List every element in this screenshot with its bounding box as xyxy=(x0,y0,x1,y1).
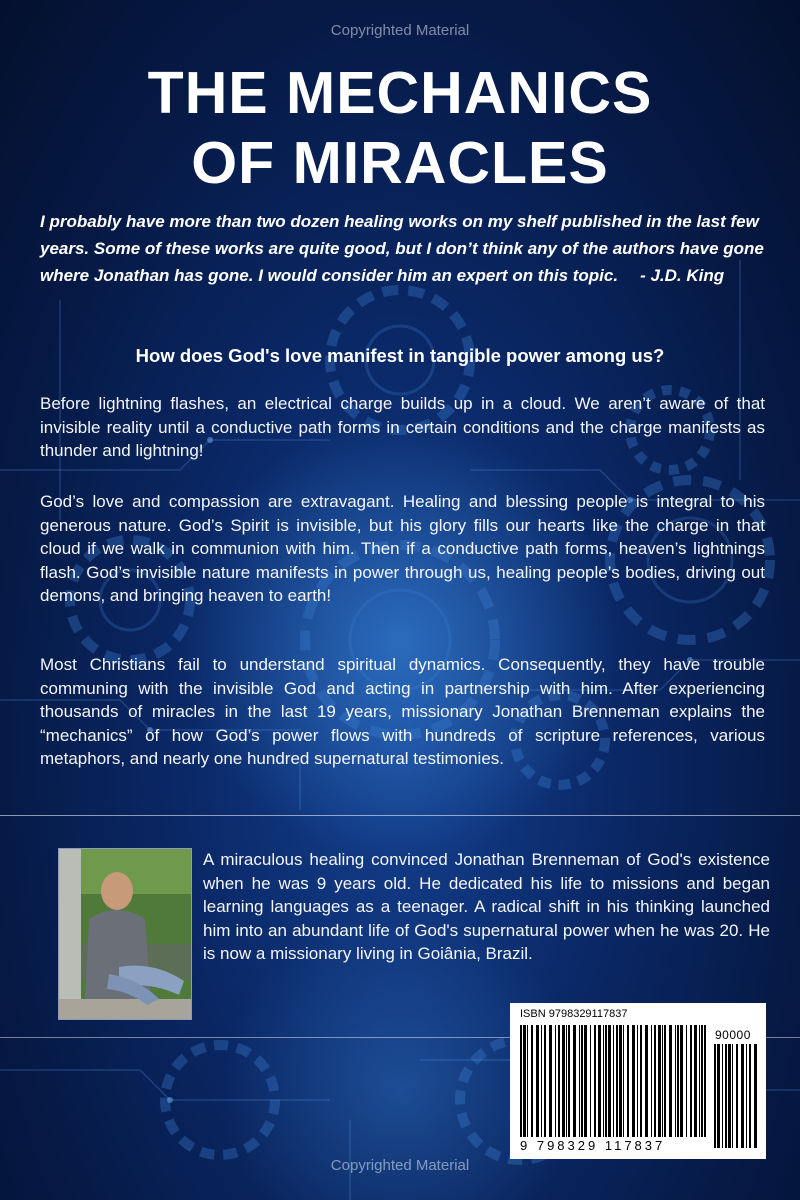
barcode-bar xyxy=(527,1025,528,1137)
barcode-digits: 9 798329 117837 xyxy=(520,1138,666,1153)
barcode-bar xyxy=(645,1025,648,1137)
barcode-bar xyxy=(594,1025,596,1137)
barcode-bar xyxy=(675,1025,676,1137)
barcode-bar xyxy=(732,1044,733,1148)
description-paragraph-1: Before lightning flashes, an electrical charge builds up in a cloud. We aren’t aware of that invisible reality until a conductive path forms in certain conditions and the charge manifests as thunder and lightning! xyxy=(40,394,765,460)
barcode-bar xyxy=(555,1025,556,1137)
isbn-barcode xyxy=(510,1003,766,1159)
barcode-bar xyxy=(728,1044,731,1148)
barcode-bar xyxy=(544,1025,546,1137)
barcode-bar xyxy=(699,1025,700,1137)
barcode-bar xyxy=(749,1044,751,1148)
barcode-bar xyxy=(520,1025,522,1137)
barcode-bar xyxy=(654,1025,656,1137)
barcode-bar xyxy=(531,1025,533,1137)
barcode-bar xyxy=(558,1025,560,1137)
barcode-bar xyxy=(669,1025,672,1137)
barcode-bar xyxy=(579,1025,580,1137)
barcode-bar xyxy=(637,1025,638,1137)
author-bio: A miraculous healing convinced Jonathan Brenneman of God's existence when he was 9 years old. He dedicated his life to missions and began learning languages as a teenager. A radical shift in his thinking launched him into an abundant life of God's supernatural power when he was 20. He is now a missionary living in Goiânia, Brazil. xyxy=(203,850,770,963)
barcode-bar xyxy=(590,1025,591,1137)
barcode-bar xyxy=(680,1025,683,1137)
barcode-bar xyxy=(754,1044,757,1148)
endorsement-author: - J.D. King xyxy=(640,266,725,285)
barcode-bar xyxy=(736,1044,738,1148)
barcode-bar xyxy=(584,1025,587,1137)
description-paragraph-3: Most Christians fail to understand spiritual dynamics. Consequently, they have trouble communing with the invisible God and acting in partnership with him. After experiencing thousands of miracles in the last 19 years, missionary Jonathan Brenneman explains the “mechanics” of how God’s power flows with hundreds of scripture references, various metaphors, and nearly one hundred supernatural testimonies. xyxy=(40,655,765,768)
barcode-bar xyxy=(627,1025,629,1137)
barcode-bar xyxy=(725,1044,727,1148)
barcode-bar xyxy=(701,1025,703,1137)
copyright-watermark-top: Copyrighted Material xyxy=(330,22,470,39)
barcode-bars xyxy=(520,1025,706,1137)
barcode-bar xyxy=(686,1025,687,1137)
tagline-question: How does God's love manifest in tangible power among us? xyxy=(135,345,665,366)
barcode-bar xyxy=(619,1025,622,1137)
barcode-bar xyxy=(605,1025,607,1137)
barcode-bar xyxy=(616,1025,618,1137)
section-divider xyxy=(0,815,800,816)
barcode-bar xyxy=(640,1025,642,1137)
barcode-bar xyxy=(651,1025,652,1137)
description-paragraph-2: God’s love and compassion are extravagant. Healing and blessing people is integral to his generous nature. God’s Spirit is invisible, but his glory fills our hearts like the charge in that cloud if we walk in communion with him. Then if a conductive path forms, heaven’s lightnings flash. God’s invisible nature manifests in power through us, healing people’s bodies, driving out demons, and bringing heaven to earth! xyxy=(40,492,765,605)
barcode-bar xyxy=(717,1044,720,1148)
barcode-bar xyxy=(523,1025,526,1137)
barcode-bar xyxy=(608,1025,611,1137)
barcode-bar xyxy=(549,1025,552,1137)
barcode-bar xyxy=(722,1044,723,1148)
title-line-2: OF MIRACLES xyxy=(191,130,609,196)
barcode-bar xyxy=(690,1025,692,1137)
book-title xyxy=(0,58,800,198)
barcode-addon-bars xyxy=(714,1044,760,1148)
barcode-bar xyxy=(662,1025,663,1137)
barcode-bar xyxy=(746,1044,747,1148)
barcode-bar xyxy=(536,1025,539,1137)
barcode-bar xyxy=(623,1025,624,1137)
barcode-bar xyxy=(613,1025,614,1137)
barcode-bar xyxy=(704,1025,706,1137)
copyright-watermark-bottom: Copyrighted Material xyxy=(330,1157,470,1174)
barcode-bar xyxy=(694,1025,697,1137)
author-photo xyxy=(58,848,192,1020)
barcode-bar xyxy=(603,1025,604,1137)
barcode-bar xyxy=(714,1044,716,1148)
barcode-bar xyxy=(598,1025,601,1137)
barcode-bar xyxy=(658,1025,661,1137)
barcode-bar xyxy=(568,1025,570,1137)
barcode-bar xyxy=(541,1025,542,1137)
isbn-label: ISBN 9798329117837 xyxy=(520,1008,628,1020)
barcode-bar xyxy=(632,1025,635,1137)
price-code: 90000 xyxy=(715,1028,751,1042)
barcode-bar xyxy=(566,1025,567,1137)
barcode-bar xyxy=(573,1025,576,1137)
title-line-1: THE MECHANICS xyxy=(147,60,653,126)
barcode-bar xyxy=(677,1025,679,1137)
endorsement-quote xyxy=(40,208,770,289)
barcode-bar xyxy=(664,1025,666,1137)
barcode-bar xyxy=(562,1025,565,1137)
barcode-bar xyxy=(581,1025,583,1137)
endorsement-text: I probably have more than two dozen healing works on my shelf published in the last few years. Some of these works are quite good, but I don’t think any of the authors have gone where Jonathan has gone. I would consider him an expert on this topic. xyxy=(40,212,764,285)
barcode-bar xyxy=(741,1044,744,1148)
